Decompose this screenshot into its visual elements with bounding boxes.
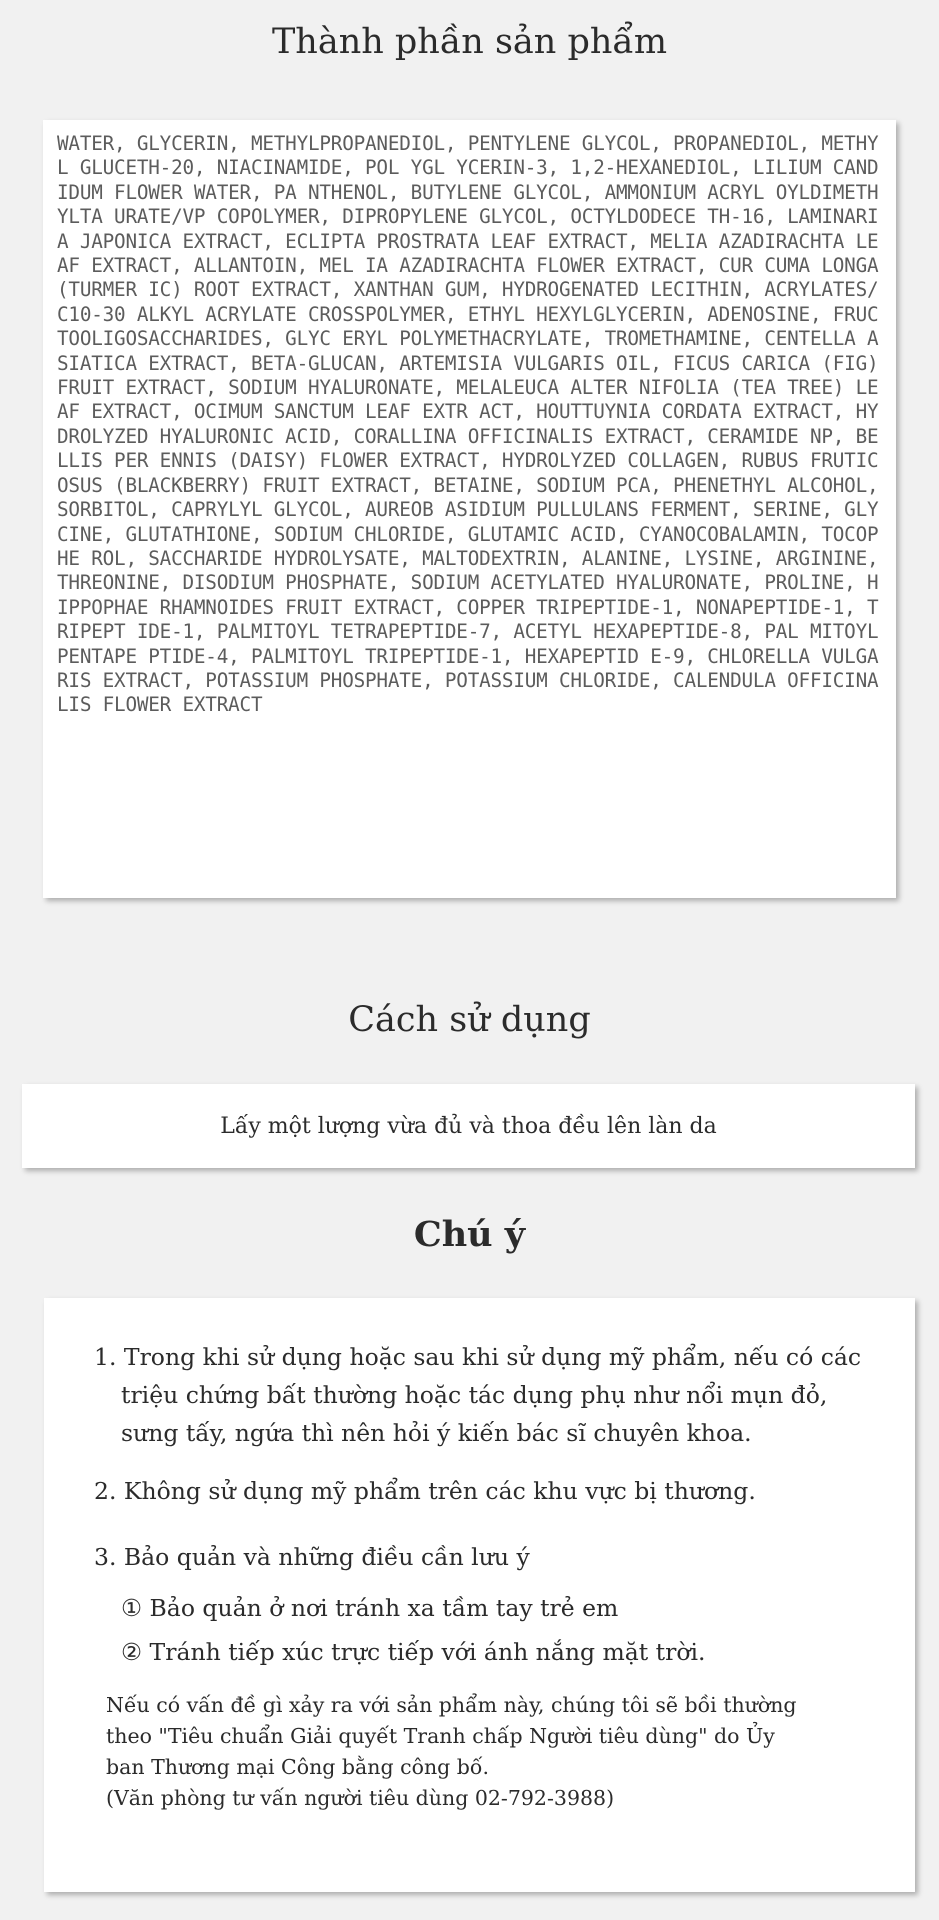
ingredients-list: WATER, GLYCERIN, METHYLPROPANEDIOL, PENTYLENE GLYCOL, PROPANEDIOL, METHYL GLUCETH-20, NIACINAMIDE, POL YGL YCERIN-3, 1,2-HEXANEDIOL, LILIUM CANDIDUM FLOWER WATER, PA NTHENOL, BUTYLENE GLYCOL, AMMONIUM ACRYL OYLDIMETHYLTA URATE/VP COPOLYMER, DIPROPYLENE GLYCOL, OCTYLDODECE TH-16, LAMINARIA JAPONICA EXTRACT, ECLIPTA PROSTRATA LEAF EXTRACT, MELIA AZADIRACHTA LEAF EXTRACT, ALLANTOIN, MEL IA AZADIRACHTA FLOWER EXTRACT, CUR CUMA LONGA (TURMER IC) ROOT EXTRACT, XANTHAN GUM, HYDROGENATED LECITHIN, ACRYLATES/C10-30 ALKYL ACRYLATE CROSSPOLYMER, ETHYL HEXYLGLYCERIN, ADENOSINE, FRUCTOOLIGOSACCHARIDES, GLYC ERYL POLYMETHACRYLATE, TROMETHAMINE, CENTELLA ASIATICA EXTRACT, BETA-GLUCAN, ARTEMISIA VULGARIS OIL, FICUS CARICA (FIG) FRUIT EXTRACT, SODIUM HYALURONATE, MELALEUCA ALTER NIFOLIA (TEA TREE) LEAF EXTRACT, OCIMUM SANCTUM LEAF EXTR ACT, HOUTTUYNIA CORDATA EXTRACT, HYDROLYZED HYALURONIC ACID, CORALLINA OFFICINALIS EXTRACT, CERAMIDE NP, BELLIS PER ENNIS (DAISY) FLOWER EXTRACT, HYDROLYZED COLLAGEN, RUBUS FRUTICOSUS (BLACKBERRY) FRUIT EXTRACT, BETAINE, SODIUM PCA, PHENETHYL ALCOHOL, SORBITOL, CAPRYLYL GLYCOL, AUREOB ASIDIUM PULLULANS FERMENT, SERINE, GLYCINE, GLUTATHIONE, SODIUM CHLORIDE, GLUTAMIC ACID, CYANOCOBALAMIN, TOCOPHE ROL, SACCHARIDE HYDROLYSATE, MALTODEXTRIN, ALANINE, LYSINE, ARGININE, THREONINE, DISODIUM PHOSPHATE, SODIUM ACETYLATED HYALURONATE, PROLINE, HIPPOPHAE RHAMNOIDES FRUIT EXTRACT, COPPER TRIPEPTIDE-1, NONAPEPTIDE-1, TRIPEPT IDE-1, PALMITOYL TETRAPEPTIDE-7, ACETYL HEXAPEPTIDE-8, PAL MITOYL PENTAPE PTIDE-4, PALMITOYL TRIPEPTIDE-1, HEXAPEPTID E-9, CHLORELLA VULGARIS EXTRACT, POTASSIUM PHOSPHATE, POTASSIUM CHLORIDE, CALENDULA OFFICINALIS FLOWER EXTRACT	[57, 132, 879, 717]
ingredients-card	[43, 120, 896, 898]
ingredients-title: Thành phần sản phẩm	[271, 22, 668, 62]
compensation-notice	[94, 1690, 806, 1814]
usage-text: Lấy một lượng vừa đủ và thoa đều lên làn da	[220, 1113, 717, 1139]
note-item-text: 2. Không sử dụng mỹ phẩm trên các khu vực bị thương.	[94, 1477, 756, 1505]
usage-card	[22, 1084, 915, 1168]
note-item-text: 1. Trong khi sử dụng hoặc sau khi sử dụng mỹ phẩm, nếu có các triệu chứng bất thường hoặc tác dụng phụ như nổi mụn đỏ, sưng tấy, ngứa thì nên hỏi ý kiến bác sĩ chuyên khoa.	[94, 1343, 862, 1447]
note-item	[94, 1472, 885, 1510]
note-item-text: 3. Bảo quản và những điều cần lưu ý	[94, 1543, 530, 1571]
storage-sub-item: ① Bảo quản ở nơi tránh xa tầm tay trẻ em	[121, 1594, 619, 1622]
storage-sub-item: ② Tránh tiếp xúc trực tiếp với ánh nắng mặt trời.	[121, 1638, 706, 1666]
consumer-office-contact: (Văn phòng tư vấn người tiêu dùng 02-792-3988)	[106, 1786, 615, 1810]
usage-title: Cách sử dụng	[348, 1000, 591, 1040]
notes-title: Chú ý	[413, 1214, 526, 1255]
compensation-text: Nếu có vấn đề gì xảy ra với sản phẩm này, chúng tôi sẽ bồi thường theo "Tiêu chuẩn Giải quyết Tranh chấp Người tiêu dùng" do Ủy ban Thương mại Công bằng công bố.	[106, 1693, 797, 1779]
note-item	[94, 1338, 885, 1452]
notes-card	[44, 1298, 915, 1892]
note-item	[94, 1538, 885, 1576]
